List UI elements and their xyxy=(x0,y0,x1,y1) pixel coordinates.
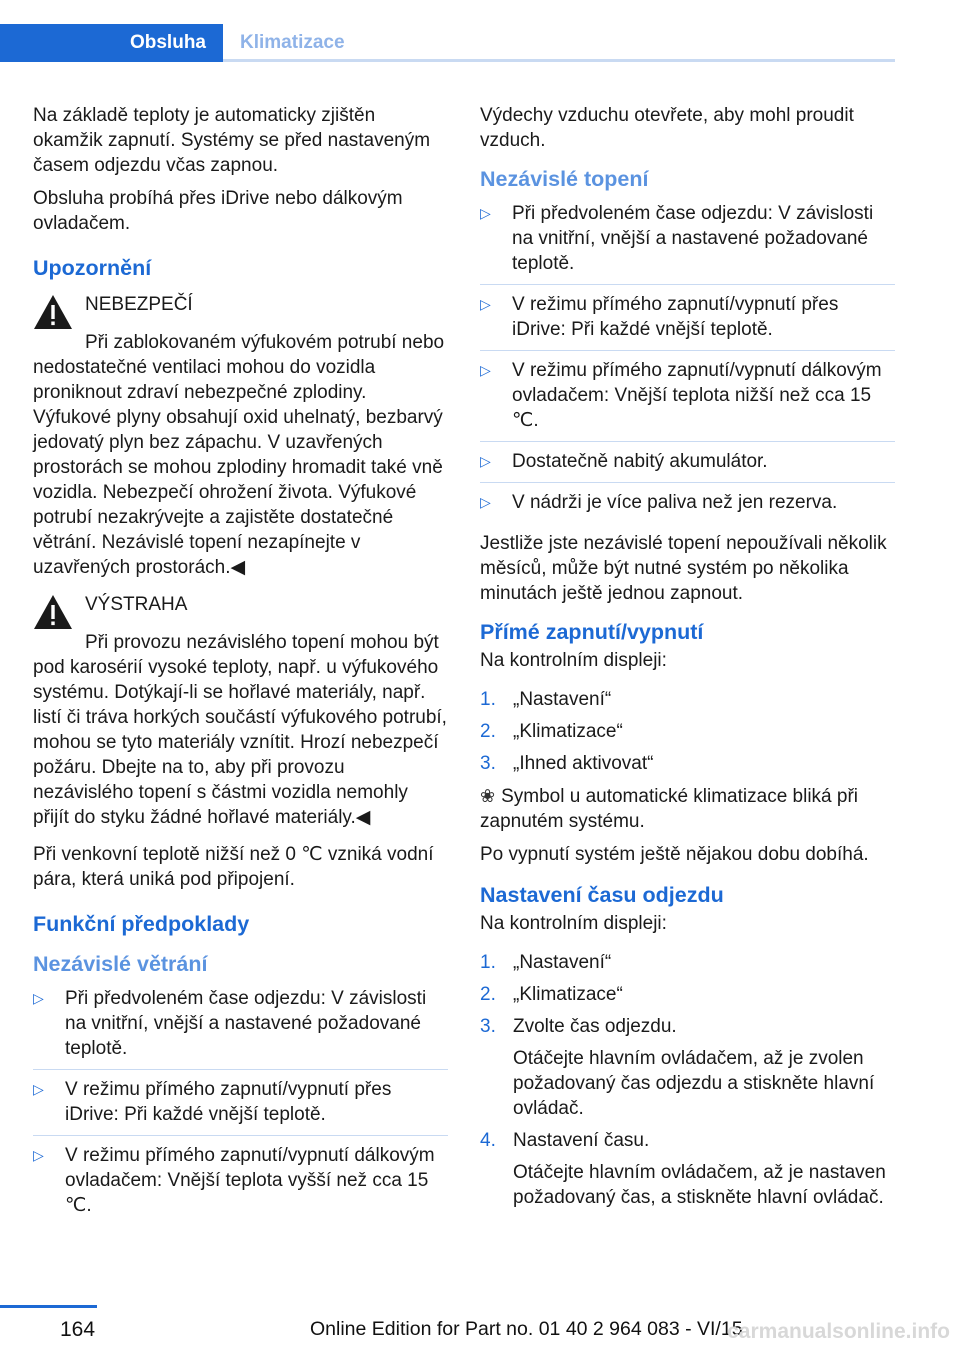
caution-text: Při provozu nezávislého topení mohou být pod karosérií vysoké teploty, např. u výfukového systému. Dotýkají-li se hořlavé materiály, např. listí či tráva horkých součástí výfukového potrubí, mohou se tyto materiály vznítit. Hrozí nebezpečí požáru. Dbejte na to, aby při provozu nezávislého topení s částmi vozidla nemohly přijít do styku žádné hořlavé materiály.◀ xyxy=(33,632,447,828)
list-item: ▷ Při předvoleném čase odjezdu: V závislosti na vnitřní, vnější a nastavené požadované teplotě. xyxy=(480,201,895,285)
heading-direct: Přímé zapnutí/vypnutí xyxy=(480,620,704,644)
list-item: ▷ Při předvoleném čase odjezdu: V závislosti na vnitřní, vnější a nastavené požadované teplotě. xyxy=(33,986,448,1070)
watermark: carmanualsonline.info xyxy=(727,1320,950,1343)
direct-steps xyxy=(480,687,895,776)
heading-requirements: Funkční předpoklady xyxy=(33,912,250,936)
list-item: 3. Zvolte čas odjezdu. Otáčejte hlavním ovládačem, až je zvolen požadovaný čas odjezdu a stiskněte hlavní ovládač. xyxy=(480,1014,895,1121)
edition-note: Online Edition for Part no. 01 40 2 964 083 - VI/15 xyxy=(310,1318,743,1340)
heading-warnings: Upozornění xyxy=(33,256,152,280)
list-item: ▷ Dostatečně nabitý akumulátor. xyxy=(480,449,895,483)
afterrun-note: Po vypnutí systém ještě nějakou dobu dobíhá. xyxy=(480,844,869,865)
page-number: 164 xyxy=(60,1318,96,1341)
intro-paragraph-1: Na základě teploty je automaticky zjištěn okamžik zapnutí. Systémy se před nastaveným časem odjezdu včas zapnou. xyxy=(33,105,431,176)
list-item: 2. „Klimatizace“ xyxy=(480,984,623,1005)
list-item: ▷ V režimu přímého zapnutí/vypnutí dálkovým ovladačem: Vnější teplota nižší než cca 15 ℃. xyxy=(480,358,895,442)
triangle-bullet-icon: ▷ xyxy=(33,990,44,1006)
cold-note: Při venkovní teplotě nižší než 0 ℃ vzniká vodní pára, která uniká pod připojení. xyxy=(33,844,434,890)
ventilation-list xyxy=(33,986,448,1226)
step-detail: Otáčejte hlavním ovládačem, až je nastaven požadovaný čas, a stiskněte hlavní ovládač. xyxy=(513,1162,886,1208)
triangle-bullet-icon: ▷ xyxy=(480,494,491,510)
triangle-bullet-icon: ▷ xyxy=(33,1081,44,1097)
time-intro: Na kontrolním displeji: xyxy=(480,913,667,934)
direct-intro: Na kontrolním displeji: xyxy=(480,650,667,671)
triangle-bullet-icon: ▷ xyxy=(480,453,491,469)
heating-list xyxy=(480,201,895,523)
danger-text: Při zablokovaném výfukovém potrubí nebo nedostatečné ventilaci mohou do vozidla proniknout zdraví nebezpečné zplodiny. Výfukové plyny obsahují oxid uhelnatý, bezbarvý jedovatý plyn bez zápachu. V uzavřených prostorách se mohou zplodiny hromadit také vně vozidla. Nebezpečí ohrožení života. Výfukové potrubí nezakrývejte a zajistěte dostatečné větrání. Nezávislé topení nezapínejte v uzavřených prostorách.◀ xyxy=(33,332,445,578)
list-item: ▷ V nádrži je více paliva než jen rezerva. xyxy=(480,492,838,513)
unused-note: Jestliže jste nezávislé topení nepoužívali několik měsíců, může být nutné systém po několika minutách ještě jednou zapnout. xyxy=(480,533,887,604)
step-detail: Otáčejte hlavním ovládačem, až je zvolen požadovaný čas odjezdu a stiskněte hlavní ovládač. xyxy=(513,1048,875,1119)
heading-departure-time: Nastavení času odjezdu xyxy=(480,883,724,907)
fan-icon: ❀ xyxy=(480,786,496,806)
tab-klimatizace: Klimatizace xyxy=(240,32,345,53)
heading-heating: Nezávislé topení xyxy=(480,167,649,191)
warning-triangle-icon xyxy=(33,594,73,630)
time-steps xyxy=(480,950,895,1210)
left-column xyxy=(33,103,448,1234)
triangle-bullet-icon: ▷ xyxy=(480,362,491,378)
header-rule xyxy=(223,59,895,62)
triangle-bullet-icon: ▷ xyxy=(480,296,491,312)
triangle-bullet-icon: ▷ xyxy=(480,205,491,221)
intro-paragraph-2: Obsluha probíhá přes iDrive nebo dálkovým ovladačem. xyxy=(33,188,403,234)
warning-triangle-icon xyxy=(33,294,73,330)
list-item: 4. Nastavení času. Otáčejte hlavním ovládačem, až je nastaven požadovaný čas, a stiskněte hlavní ovládač. xyxy=(480,1128,895,1210)
list-item: ▷ V režimu přímého zapnutí/vypnutí dálkovým ovladačem: Vnější teplota vyšší než cca 15 ℃. xyxy=(33,1145,435,1216)
list-item: ▷ V režimu přímého zapnutí/vypnutí přes iDrive: Při každé vnější teplotě. xyxy=(33,1077,448,1136)
tab-obsluha: Obsluha xyxy=(0,24,223,62)
list-item: 1. „Nastavení“ xyxy=(480,689,612,710)
caution-warning xyxy=(33,592,448,830)
heading-ventilation: Nezávislé větrání xyxy=(33,952,208,976)
vents-note: Výdechy vzduchu otevřete, aby mohl proudit vzduch. xyxy=(480,105,854,151)
danger-warning xyxy=(33,292,448,580)
list-item: 3. „Ihned aktivovat“ xyxy=(480,753,654,774)
caution-title: VÝSTRAHA xyxy=(85,594,188,615)
danger-title: NEBEZPEČÍ xyxy=(85,294,193,315)
footer-rule xyxy=(0,1305,97,1308)
header-tabs xyxy=(0,24,895,62)
triangle-bullet-icon: ▷ xyxy=(33,1147,44,1163)
list-item: 2. „Klimatizace“ xyxy=(480,721,623,742)
symbol-note: ❀ Symbol u automatické klimatizace bliká při zapnutém systému. xyxy=(480,786,859,832)
list-item: 1. „Nastavení“ xyxy=(480,952,612,973)
right-column xyxy=(480,103,895,1218)
list-item: ▷ V režimu přímého zapnutí/vypnutí přes iDrive: Při každé vnější teplotě. xyxy=(480,292,895,351)
